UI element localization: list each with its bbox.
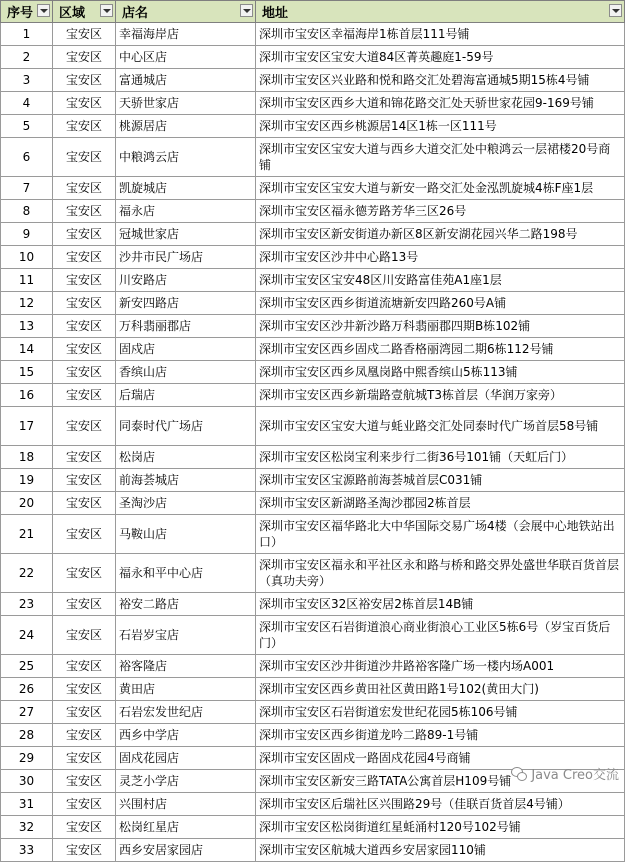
- cell-no[interactable]: 10: [1, 246, 53, 269]
- cell-address[interactable]: 深圳市宝安区西乡街道流塘新安四路260号A铺: [256, 292, 625, 315]
- cell-address[interactable]: 深圳市宝安区固戍一路固戍花园4号商铺: [256, 747, 625, 770]
- cell-no[interactable]: 32: [1, 816, 53, 839]
- cell-store[interactable]: 富通城店: [116, 69, 256, 92]
- chat-bubbles-icon: [511, 767, 527, 780]
- cell-address[interactable]: 深圳市宝安区石岩街道浪心商业街浪心工业区5栋6号（岁宝百货后门）: [256, 616, 625, 655]
- table-row: [1, 515, 625, 554]
- cell-no[interactable]: 33: [1, 839, 53, 862]
- cell-store[interactable]: 中粮鸿云店: [116, 138, 256, 177]
- cell-store[interactable]: 川安路店: [116, 269, 256, 292]
- table-row: [1, 69, 625, 92]
- cell-no[interactable]: 13: [1, 315, 53, 338]
- cell-address[interactable]: 深圳市宝安区福华路北大中华国际交易广场4楼（会展中心地铁站出口）: [256, 515, 625, 554]
- dropdown-filter-icon[interactable]: [100, 4, 113, 17]
- col-header-district: [53, 1, 116, 23]
- table-row: [1, 177, 625, 200]
- col-header-address: [256, 1, 625, 23]
- cell-store[interactable]: 圣淘沙店: [116, 492, 256, 515]
- col-header-label: 区域: [59, 6, 86, 21]
- cell-district[interactable]: 宝安区: [53, 446, 116, 469]
- cell-district[interactable]: 宝安区: [53, 816, 116, 839]
- cell-district[interactable]: 宝安区: [53, 678, 116, 701]
- cell-district[interactable]: 宝安区: [53, 361, 116, 384]
- cell-no[interactable]: 26: [1, 678, 53, 701]
- cell-address[interactable]: 深圳市宝安区西乡大道和锦花路交汇处天骄世家花园9-169号铺: [256, 92, 625, 115]
- cell-store[interactable]: 桃源居店: [116, 115, 256, 138]
- cell-address[interactable]: 深圳市宝安区西乡黄田社区黄田路1号102(黄田大门): [256, 678, 625, 701]
- table-row: [1, 246, 625, 269]
- table-row: [1, 138, 625, 177]
- cell-address[interactable]: 深圳市宝安区宝安大道与蚝业路交汇处同泰时代广场首层58号铺: [256, 407, 625, 446]
- cell-no[interactable]: 9: [1, 223, 53, 246]
- cell-address[interactable]: 深圳市宝安区福永和平社区永和路与桥和路交界处盛世华联百货首层（真功夫旁）: [256, 554, 625, 593]
- table-row: [1, 384, 625, 407]
- cell-no[interactable]: 25: [1, 655, 53, 678]
- cell-store[interactable]: 西乡中学店: [116, 724, 256, 747]
- cell-address[interactable]: 深圳市宝安区宝安大道与西乡大道交汇处中粮鸿云一层裙楼20号商铺: [256, 138, 625, 177]
- table-row: [1, 469, 625, 492]
- cell-address[interactable]: 深圳市宝安区松岗宝利来步行二街36号101铺（天虹后门）: [256, 446, 625, 469]
- cell-store[interactable]: 固戍花园店: [116, 747, 256, 770]
- table-row: [1, 338, 625, 361]
- col-header-no: [1, 1, 53, 23]
- cell-district[interactable]: 宝安区: [53, 593, 116, 616]
- cell-store[interactable]: 黄田店: [116, 678, 256, 701]
- cell-address[interactable]: 深圳市宝安区32区裕安居2栋首层14B铺: [256, 593, 625, 616]
- cell-address[interactable]: 深圳市宝安区航城大道西乡安居家园110铺: [256, 839, 625, 862]
- cell-no[interactable]: 31: [1, 793, 53, 816]
- cell-district[interactable]: 宝安区: [53, 138, 116, 177]
- cell-no[interactable]: 19: [1, 469, 53, 492]
- cell-address[interactable]: 深圳市宝安区宝安大道与新安一路交汇处金泓凯旋城4栋F座1层: [256, 177, 625, 200]
- cell-no[interactable]: 30: [1, 770, 53, 793]
- table-row: [1, 678, 625, 701]
- cell-address[interactable]: 深圳市宝安区后瑞社区兴围路29号（佳联百货首层4号铺）: [256, 793, 625, 816]
- cell-address[interactable]: 深圳市宝安区西乡新瑞路壹航城T3栋首层（华润万家旁）: [256, 384, 625, 407]
- cell-no[interactable]: 3: [1, 69, 53, 92]
- table-row: [1, 315, 625, 338]
- table-row: [1, 593, 625, 616]
- cell-store[interactable]: 中心区店: [116, 46, 256, 69]
- table-row: [1, 724, 625, 747]
- cell-address[interactable]: 深圳市宝安区西乡固戍二路香格丽湾园二期6栋112号铺: [256, 338, 625, 361]
- cell-store[interactable]: 沙井市民广场店: [116, 246, 256, 269]
- cell-store[interactable]: 前海荟城店: [116, 469, 256, 492]
- watermark: [511, 764, 619, 783]
- cell-district[interactable]: 宝安区: [53, 724, 116, 747]
- cell-store[interactable]: 西乡安居家园店: [116, 839, 256, 862]
- cell-district[interactable]: 宝安区: [53, 407, 116, 446]
- cell-no[interactable]: 24: [1, 616, 53, 655]
- cell-district[interactable]: 宝安区: [53, 655, 116, 678]
- table-row: [1, 616, 625, 655]
- col-header-label: 序号: [7, 6, 34, 21]
- col-header-label: 地址: [262, 6, 289, 21]
- cell-district[interactable]: 宝安区: [53, 492, 116, 515]
- cell-no[interactable]: 11: [1, 269, 53, 292]
- cell-store[interactable]: 福永和平中心店: [116, 554, 256, 593]
- cell-district[interactable]: 宝安区: [53, 177, 116, 200]
- cell-district[interactable]: 宝安区: [53, 747, 116, 770]
- table-row: [1, 839, 625, 862]
- cell-no[interactable]: 27: [1, 701, 53, 724]
- cell-no[interactable]: 18: [1, 446, 53, 469]
- cell-district[interactable]: 宝安区: [53, 338, 116, 361]
- watermark-text: Java Creo交流: [531, 768, 619, 783]
- cell-district[interactable]: 宝安区: [53, 92, 116, 115]
- cell-store[interactable]: 松岗店: [116, 446, 256, 469]
- cell-no[interactable]: 22: [1, 554, 53, 593]
- cell-store[interactable]: 裕安二路店: [116, 593, 256, 616]
- cell-store[interactable]: 冠城世家店: [116, 223, 256, 246]
- cell-address[interactable]: 深圳市宝安区沙井街道沙井路裕客隆广场一楼内场A001: [256, 655, 625, 678]
- cell-no[interactable]: 20: [1, 492, 53, 515]
- cell-store[interactable]: 同泰时代广场店: [116, 407, 256, 446]
- cell-district[interactable]: 宝安区: [53, 793, 116, 816]
- table-row: [1, 554, 625, 593]
- cell-no[interactable]: 21: [1, 515, 53, 554]
- cell-no[interactable]: 12: [1, 292, 53, 315]
- cell-district[interactable]: 宝安区: [53, 469, 116, 492]
- cell-district[interactable]: 宝安区: [53, 246, 116, 269]
- cell-no[interactable]: 17: [1, 407, 53, 446]
- table-row: [1, 200, 625, 223]
- cell-district[interactable]: 宝安区: [53, 69, 116, 92]
- table-row: [1, 407, 625, 446]
- cell-no[interactable]: 15: [1, 361, 53, 384]
- cell-address[interactable]: 深圳市宝安区新安三路TATA公寓首层H109号铺: [256, 770, 625, 793]
- cell-no[interactable]: 7: [1, 177, 53, 200]
- cell-address[interactable]: 深圳市宝安区沙井中心路13号: [256, 246, 625, 269]
- cell-store[interactable]: 新安四路店: [116, 292, 256, 315]
- dropdown-filter-icon[interactable]: [37, 4, 50, 17]
- cell-address[interactable]: 深圳市宝安区西乡街道龙吟二路89-1号铺: [256, 724, 625, 747]
- table-row: [1, 655, 625, 678]
- cell-address[interactable]: 深圳市宝安区宝源路前海荟城首层C031铺: [256, 469, 625, 492]
- cell-no[interactable]: 23: [1, 593, 53, 616]
- cell-store[interactable]: 福永店: [116, 200, 256, 223]
- table-row: [1, 701, 625, 724]
- cell-district[interactable]: 宝安区: [53, 46, 116, 69]
- cell-district[interactable]: 宝安区: [53, 554, 116, 593]
- cell-no[interactable]: 16: [1, 384, 53, 407]
- table-row: [1, 23, 625, 46]
- cell-no[interactable]: 29: [1, 747, 53, 770]
- cell-address[interactable]: 深圳市宝安区西乡凤凰岗路中熙香缤山5栋113铺: [256, 361, 625, 384]
- cell-district[interactable]: 宝安区: [53, 269, 116, 292]
- cell-store[interactable]: 灵芝小学店: [116, 770, 256, 793]
- col-header-store: [116, 1, 256, 23]
- cell-store[interactable]: 后瑞店: [116, 384, 256, 407]
- cell-address[interactable]: 深圳市宝安区福永德芳路芳华三区26号: [256, 200, 625, 223]
- cell-address[interactable]: 深圳市宝安区宝安48区川安路富佳苑A1座1层: [256, 269, 625, 292]
- cell-district[interactable]: 宝安区: [53, 115, 116, 138]
- cell-store[interactable]: 幸福海岸店: [116, 23, 256, 46]
- cell-no[interactable]: 14: [1, 338, 53, 361]
- col-header-label: 店名: [122, 6, 149, 21]
- cell-address[interactable]: 深圳市宝安区宝安大道84区菁英趣庭1-59号: [256, 46, 625, 69]
- table-row: [1, 292, 625, 315]
- header-row: [1, 1, 625, 23]
- cell-district[interactable]: 宝安区: [53, 701, 116, 724]
- cell-store[interactable]: 万科翡丽郡店: [116, 315, 256, 338]
- table-row: [1, 446, 625, 469]
- cell-district[interactable]: 宝安区: [53, 839, 116, 862]
- cell-store[interactable]: 兴围村店: [116, 793, 256, 816]
- cell-district[interactable]: 宝安区: [53, 384, 116, 407]
- table-row: [1, 223, 625, 246]
- cell-district[interactable]: 宝安区: [53, 223, 116, 246]
- cell-district[interactable]: 宝安区: [53, 770, 116, 793]
- cell-district[interactable]: 宝安区: [53, 292, 116, 315]
- cell-no[interactable]: 6: [1, 138, 53, 177]
- dropdown-filter-icon[interactable]: [240, 4, 253, 17]
- cell-store[interactable]: 马鞍山店: [116, 515, 256, 554]
- cell-address[interactable]: 深圳市宝安区松岗街道红星蚝涌村120号102号铺: [256, 816, 625, 839]
- cell-address[interactable]: 深圳市宝安区新湖路圣淘沙郡园2栋首层: [256, 492, 625, 515]
- cell-no[interactable]: 28: [1, 724, 53, 747]
- cell-district[interactable]: 宝安区: [53, 515, 116, 554]
- cell-store[interactable]: 石岩岁宝店: [116, 616, 256, 655]
- cell-address[interactable]: 深圳市宝安区新安街道办新区8区新安湖花园兴华二路198号: [256, 223, 625, 246]
- cell-no[interactable]: 1: [1, 23, 53, 46]
- cell-district[interactable]: 宝安区: [53, 23, 116, 46]
- cell-district[interactable]: 宝安区: [53, 616, 116, 655]
- cell-store[interactable]: 天骄世家店: [116, 92, 256, 115]
- table-row: [1, 92, 625, 115]
- table-row: [1, 361, 625, 384]
- table-row: [1, 816, 625, 839]
- table-row: [1, 492, 625, 515]
- cell-district[interactable]: 宝安区: [53, 200, 116, 223]
- cell-address[interactable]: 深圳市宝安区石岩街道宏发世纪花园5栋106号铺: [256, 701, 625, 724]
- table-row: [1, 793, 625, 816]
- cell-store[interactable]: 固戍店: [116, 338, 256, 361]
- cell-address[interactable]: 深圳市宝安区西乡桃源居14区1栋一区111号: [256, 115, 625, 138]
- cell-no[interactable]: 2: [1, 46, 53, 69]
- cell-store[interactable]: 凯旋城店: [116, 177, 256, 200]
- table-row: [1, 46, 625, 69]
- cell-address[interactable]: 深圳市宝安区兴业路和悦和路交汇处碧海富通城5期15栋4号铺: [256, 69, 625, 92]
- table-row: [1, 115, 625, 138]
- cell-store[interactable]: 裕客隆店: [116, 655, 256, 678]
- cell-district[interactable]: 宝安区: [53, 315, 116, 338]
- cell-no[interactable]: 8: [1, 200, 53, 223]
- cell-store[interactable]: 松岗红星店: [116, 816, 256, 839]
- table-row: [1, 269, 625, 292]
- cell-address[interactable]: 深圳市宝安区幸福海岸1栋首层111号铺: [256, 23, 625, 46]
- cell-address[interactable]: 深圳市宝安区沙井新沙路万科翡丽郡四期B栋102铺: [256, 315, 625, 338]
- cell-no[interactable]: 5: [1, 115, 53, 138]
- cell-no[interactable]: 4: [1, 92, 53, 115]
- cell-store[interactable]: 香缤山店: [116, 361, 256, 384]
- dropdown-filter-icon[interactable]: [609, 4, 622, 17]
- cell-store[interactable]: 石岩宏发世纪店: [116, 701, 256, 724]
